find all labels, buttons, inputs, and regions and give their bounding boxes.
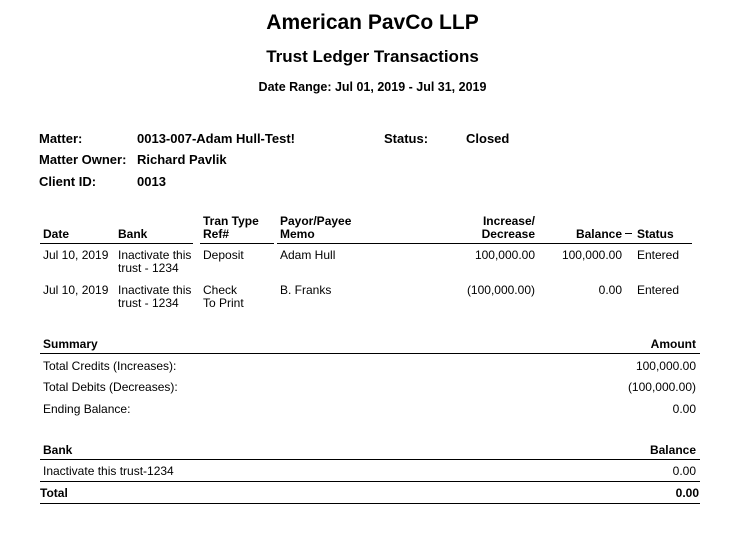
matter-label: Matter: — [39, 131, 83, 146]
row-payee: B. Franks — [280, 283, 332, 297]
bank-row-balance: 0.00 — [672, 464, 696, 478]
summary-debits-label: Total Debits (Decreases): — [43, 380, 178, 394]
total-bottom-rule — [40, 503, 700, 504]
status-value: Closed — [466, 131, 510, 146]
row-tran-type: Check — [203, 283, 238, 297]
col-payor: Payor/Payee — [280, 214, 352, 228]
col-date: Date — [43, 227, 70, 241]
header-rule-1 — [40, 243, 193, 244]
summary-amount-header: Amount — [650, 337, 696, 351]
col-ref: Ref# — [203, 227, 230, 241]
row-date: Jul 10, 2019 — [43, 283, 109, 297]
row-bank-cont: trust - 1234 — [118, 261, 179, 275]
row-balance: 0.00 — [598, 283, 622, 297]
summary-debits-value: (100,000.00) — [627, 380, 696, 394]
bank-title: Bank — [43, 443, 73, 457]
col-status: Status — [637, 227, 674, 241]
row-tran-type: Deposit — [203, 248, 244, 262]
bank-row-name: Inactivate this trust-1234 — [43, 464, 174, 478]
row-bank: Inactivate this — [118, 283, 192, 297]
date-range: Date Range: Jul 01, 2019 - Jul 31, 2019 — [258, 80, 487, 94]
row-amount: 100,000.00 — [474, 248, 535, 262]
col-tran-type: Tran Type — [203, 214, 259, 228]
bank-rule — [40, 459, 700, 460]
client-label: Client ID: — [39, 174, 97, 189]
header-rule-2 — [200, 243, 274, 244]
matter-value: 0013-007-Adam Hull-Test! — [137, 131, 295, 146]
firm-name: American PavCo LLP — [266, 11, 479, 34]
summary-credits-value: 100,000.00 — [635, 359, 696, 373]
column-divider-mark — [625, 233, 632, 234]
total-value: 0.00 — [675, 486, 699, 500]
row-ref: To Print — [203, 296, 244, 310]
total-rule — [40, 481, 700, 482]
owner-label: Matter Owner: — [39, 152, 127, 167]
row-status: Entered — [637, 248, 680, 262]
summary-rule — [40, 353, 700, 354]
row-balance: 100,000.00 — [561, 248, 622, 262]
header-rule-3 — [277, 243, 692, 244]
col-bank: Bank — [118, 227, 148, 241]
owner-value: Richard Pavlik — [137, 152, 227, 167]
col-increase: Increase/ — [482, 214, 535, 228]
row-status: Entered — [637, 283, 680, 297]
client-value: 0013 — [137, 174, 166, 189]
row-payee: Adam Hull — [280, 248, 336, 262]
row-date: Jul 10, 2019 — [43, 248, 109, 262]
bank-balance-header: Balance — [649, 443, 696, 457]
summary-title: Summary — [43, 337, 98, 351]
summary-credits-label: Total Credits (Increases): — [43, 359, 177, 373]
row-bank: Inactivate this — [118, 248, 192, 262]
col-balance: Balance — [575, 227, 622, 241]
col-memo: Memo — [280, 227, 315, 241]
summary-ending-label: Ending Balance: — [43, 402, 131, 416]
report-title: Trust Ledger Transactions — [266, 47, 479, 66]
row-bank-cont: trust - 1234 — [118, 296, 179, 310]
status-label: Status: — [384, 131, 429, 146]
summary-ending-value: 0.00 — [672, 402, 696, 416]
total-label: Total — [40, 486, 68, 500]
col-decrease: Decrease — [481, 227, 535, 241]
row-amount: (100,000.00) — [466, 283, 535, 297]
